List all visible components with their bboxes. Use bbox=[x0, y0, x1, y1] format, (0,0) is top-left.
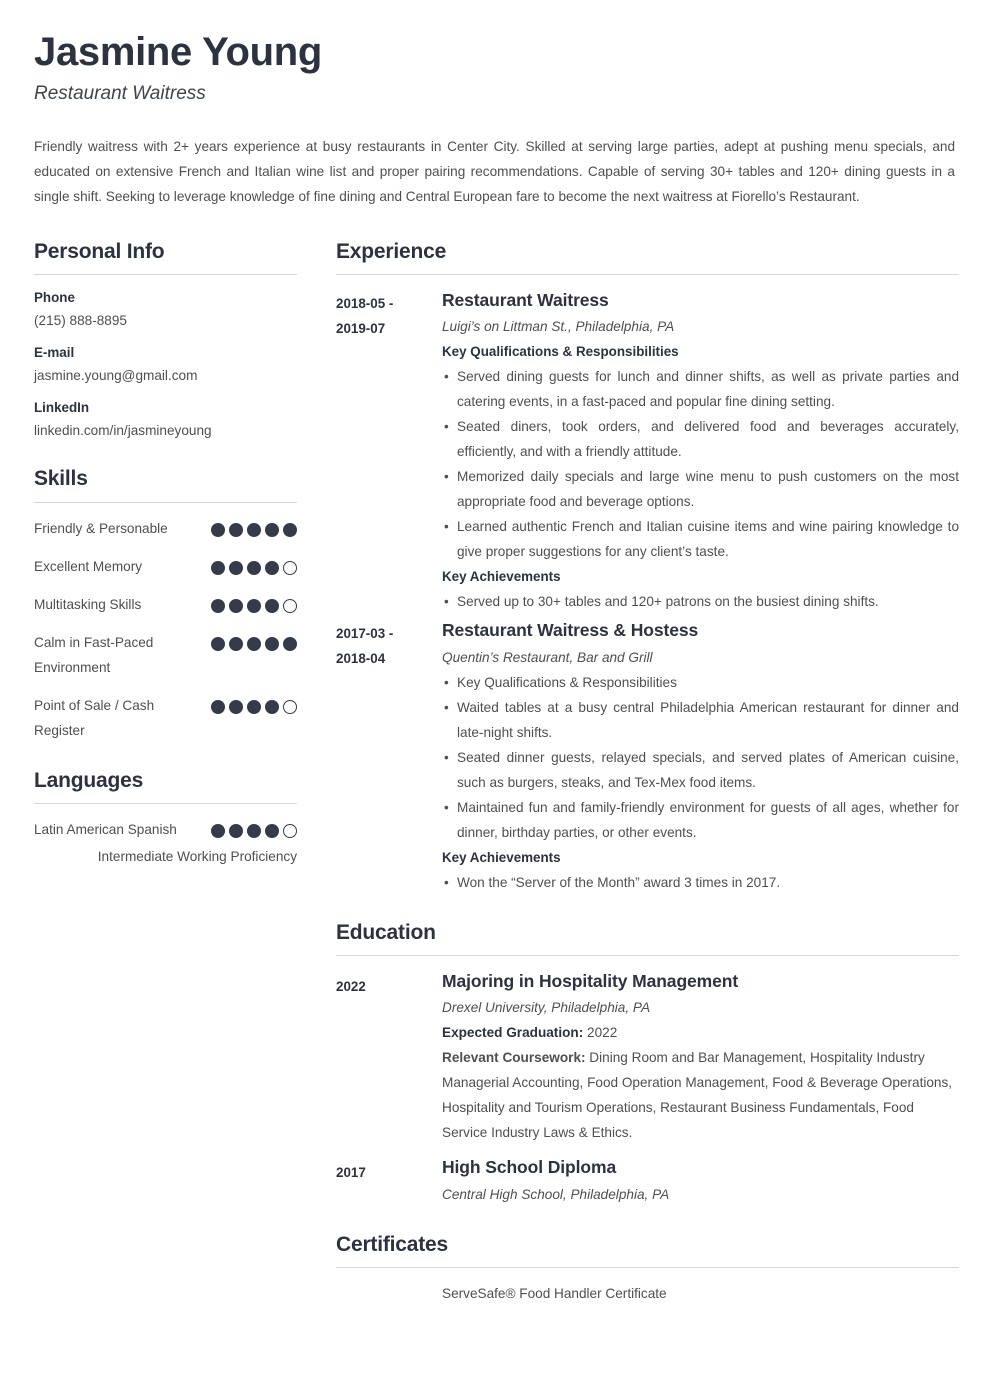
experience-list bbox=[336, 288, 959, 895]
sidebar-column bbox=[34, 239, 297, 869]
rating-dot-filled bbox=[229, 824, 243, 838]
skill-label: Point of Sale / Cash Register bbox=[34, 697, 155, 738]
education-school: Drexel University, Philadelphia, PA bbox=[442, 1000, 651, 1016]
section-certificates bbox=[336, 1232, 959, 1306]
certificate-name: ServeSafe® Food Handler Certificate bbox=[442, 1285, 667, 1301]
section-title-personal-info: Personal Info bbox=[34, 239, 165, 263]
achievements-list bbox=[442, 589, 959, 614]
education-school: Central High School, Philadelphia, PA bbox=[442, 1186, 670, 1202]
skill-rating bbox=[211, 630, 297, 651]
bullet-item: • Maintained fun and family-friendly environment for guests of all ages, whether for dinner, birthday parties, or other events. bbox=[442, 795, 959, 845]
education-entry bbox=[336, 1155, 959, 1206]
bullet-item: • Learned authentic French and Italian cuisine items and wine pairing knowledge to give proper suggestions for any client’s taste. bbox=[442, 514, 959, 564]
education-degree: High School Diploma bbox=[442, 1157, 617, 1178]
education-degree: Majoring in Hospitality Management bbox=[442, 970, 739, 991]
section-title-education: Education bbox=[336, 920, 436, 944]
experience-company: Quentin’s Restaurant, Bar and Grill bbox=[442, 649, 653, 665]
rating-dot-filled bbox=[211, 599, 225, 613]
skill-label: Friendly & Personable bbox=[34, 520, 168, 536]
personal-info-list bbox=[34, 288, 297, 442]
personal-info-value: (215) 888-8895 bbox=[34, 312, 127, 328]
section-education bbox=[336, 920, 959, 1207]
certificate-spacer bbox=[336, 1281, 442, 1306]
rating-dot-filled bbox=[265, 824, 279, 838]
resume-body bbox=[34, 239, 959, 1306]
experience-body bbox=[442, 618, 959, 894]
personal-info-item bbox=[34, 398, 297, 441]
qualifications-heading: Key Qualifications & Responsibilities bbox=[442, 344, 679, 360]
rating-dot-filled bbox=[265, 637, 279, 651]
section-divider bbox=[34, 803, 297, 804]
section-divider bbox=[34, 502, 297, 503]
bullet-item: • Served dining guests for lunch and dinner shifts, as well as private parties and catering events, in a fast-paced and popular fine dining setting. bbox=[442, 364, 959, 414]
education-date: 2022 bbox=[336, 978, 366, 994]
rating-dot-empty bbox=[283, 561, 297, 575]
rating-dot-filled bbox=[265, 700, 279, 714]
languages-list bbox=[34, 817, 297, 869]
skill-rating bbox=[211, 516, 297, 537]
bullet-item: • Won the “Server of the Month” award 3 times in 2017. bbox=[442, 870, 959, 895]
bullet-item: • Seated diners, took orders, and delivered food and beverages accurately, efficiently, and with a friendly attitude. bbox=[442, 414, 959, 464]
section-title-certificates: Certificates bbox=[336, 1232, 448, 1256]
certificate-item bbox=[336, 1281, 959, 1306]
education-coursework: Relevant Coursework: Dining Room and Bar Management, Hospitality Industry Managerial Accounting, Food Operation Management, Food & Beverage Operations, Hospitality and Tourism Operations, Restaurant Business Fundamentals, Food Service Industry Laws & Ethics. bbox=[442, 1050, 953, 1141]
rating-dot-filled bbox=[229, 523, 243, 537]
rating-dot-filled bbox=[247, 561, 261, 575]
rating-dot-filled bbox=[229, 700, 243, 714]
education-date: 2017 bbox=[336, 1165, 366, 1181]
rating-dot-filled bbox=[265, 599, 279, 613]
rating-dot-filled bbox=[229, 637, 243, 651]
personal-info-label: LinkedIn bbox=[34, 400, 90, 416]
skill-rating bbox=[211, 592, 297, 613]
skill-item bbox=[34, 516, 297, 541]
rating-dot-filled bbox=[247, 523, 261, 537]
candidate-job-title: Restaurant Waitress bbox=[34, 82, 206, 104]
skill-item bbox=[34, 693, 297, 743]
bullet-item: • Key Qualifications & Responsibilities bbox=[442, 670, 959, 695]
section-personal-info bbox=[34, 239, 297, 442]
bullet-item: • Seated dinner guests, relayed specials, and served plates of American cuisine, such as burgers, steaks, and Tex-Mex food items. bbox=[442, 745, 959, 795]
skill-item bbox=[34, 554, 297, 579]
section-skills bbox=[34, 466, 297, 742]
experience-job-title: Restaurant Waitress & Hostess bbox=[442, 620, 699, 641]
rating-dot-filled bbox=[211, 523, 225, 537]
experience-body bbox=[442, 288, 959, 614]
section-divider bbox=[336, 955, 959, 956]
rating-dot-filled bbox=[247, 700, 261, 714]
experience-job-title: Restaurant Waitress bbox=[442, 289, 609, 310]
experience-date: 2018-05 - 2019-07 bbox=[336, 295, 394, 336]
language-label: Latin American Spanish bbox=[34, 821, 177, 837]
personal-info-value: jasmine.young@gmail.com bbox=[34, 368, 198, 384]
achievements-list bbox=[442, 870, 959, 895]
skill-label: Multitasking Skills bbox=[34, 596, 142, 612]
candidate-name: Jasmine Young bbox=[34, 30, 323, 74]
section-divider bbox=[336, 1267, 959, 1268]
rating-dot-filled bbox=[265, 561, 279, 575]
experience-entry bbox=[336, 288, 959, 614]
section-languages bbox=[34, 768, 297, 869]
rating-dot-empty bbox=[283, 824, 297, 838]
main-column bbox=[336, 239, 959, 1306]
section-title-languages: Languages bbox=[34, 768, 144, 792]
certificates-list bbox=[336, 1281, 959, 1306]
skill-item bbox=[34, 592, 297, 617]
qualifications-list bbox=[442, 670, 959, 845]
rating-dot-filled bbox=[283, 523, 297, 537]
bullet-item: • Served up to 30+ tables and 120+ patrons on the busiest dining shifts. bbox=[442, 589, 959, 614]
education-graduation-label: Expected Graduation: bbox=[442, 1025, 584, 1041]
rating-dot-filled bbox=[211, 561, 225, 575]
skill-rating bbox=[211, 554, 297, 575]
rating-dot-empty bbox=[283, 599, 297, 613]
section-divider bbox=[34, 274, 297, 275]
rating-dot-filled bbox=[229, 599, 243, 613]
skill-rating bbox=[211, 693, 297, 714]
bullet-item: • Memorized daily specials and large wine menu to push customers on the most appropriate food and beverage options. bbox=[442, 464, 959, 514]
rating-dot-filled bbox=[247, 637, 261, 651]
achievements-heading: Key Achievements bbox=[442, 849, 561, 865]
rating-dot-filled bbox=[283, 637, 297, 651]
rating-dot-filled bbox=[229, 561, 243, 575]
personal-info-item bbox=[34, 343, 297, 386]
experience-date: 2017-03 - 2018-04 bbox=[336, 626, 394, 667]
rating-dot-filled bbox=[265, 523, 279, 537]
resume-header bbox=[34, 30, 956, 209]
personal-info-item bbox=[34, 288, 297, 331]
education-entry bbox=[336, 969, 959, 1145]
qualifications-list bbox=[442, 364, 959, 564]
skill-label: Calm in Fast-Paced Environment bbox=[34, 634, 154, 675]
section-divider bbox=[336, 274, 959, 275]
section-experience bbox=[336, 239, 959, 895]
language-item bbox=[34, 817, 297, 842]
rating-dot-filled bbox=[211, 824, 225, 838]
rating-dot-filled bbox=[211, 637, 225, 651]
personal-info-label: E-mail bbox=[34, 345, 75, 361]
rating-dot-filled bbox=[247, 824, 261, 838]
rating-dot-empty bbox=[283, 700, 297, 714]
personal-info-value: linkedin.com/in/jasmineyoung bbox=[34, 423, 212, 439]
rating-dot-filled bbox=[247, 599, 261, 613]
section-title-skills: Skills bbox=[34, 467, 88, 491]
skill-item bbox=[34, 630, 297, 680]
education-graduation: Expected Graduation: 2022 bbox=[442, 1025, 618, 1041]
experience-entry bbox=[336, 618, 959, 894]
education-body bbox=[442, 969, 959, 1145]
language-proficiency: Intermediate Working Proficiency bbox=[97, 848, 297, 864]
section-title-experience: Experience bbox=[336, 239, 447, 263]
experience-company: Luigi’s on Littman St., Philadelphia, PA bbox=[442, 319, 675, 335]
rating-dot-filled bbox=[211, 700, 225, 714]
skill-label: Excellent Memory bbox=[34, 558, 143, 574]
education-list bbox=[336, 969, 959, 1207]
language-rating bbox=[211, 817, 297, 838]
education-body bbox=[442, 1155, 959, 1206]
professional-summary: Friendly waitress with 2+ years experience at busy restaurants in Center City. Skilled at serving large parties, adept at pushing menu specials, and educated on extensive French and Italian wine list and proper pairing recommendations. Capable of serving 30+ tables and 120+ dining guests in a single shift. Seeking to leverage knowledge of fine dining and Central European fare to become the next waitress at Fiorello’s Restaurant. bbox=[34, 138, 955, 204]
bullet-item: • Waited tables at a busy central Philadelphia American restaurant for dinner and late-night shifts. bbox=[442, 695, 959, 745]
achievements-heading: Key Achievements bbox=[442, 569, 561, 585]
skills-list bbox=[34, 516, 297, 743]
education-coursework-label: Relevant Coursework: bbox=[442, 1050, 586, 1066]
personal-info-label: Phone bbox=[34, 289, 75, 305]
